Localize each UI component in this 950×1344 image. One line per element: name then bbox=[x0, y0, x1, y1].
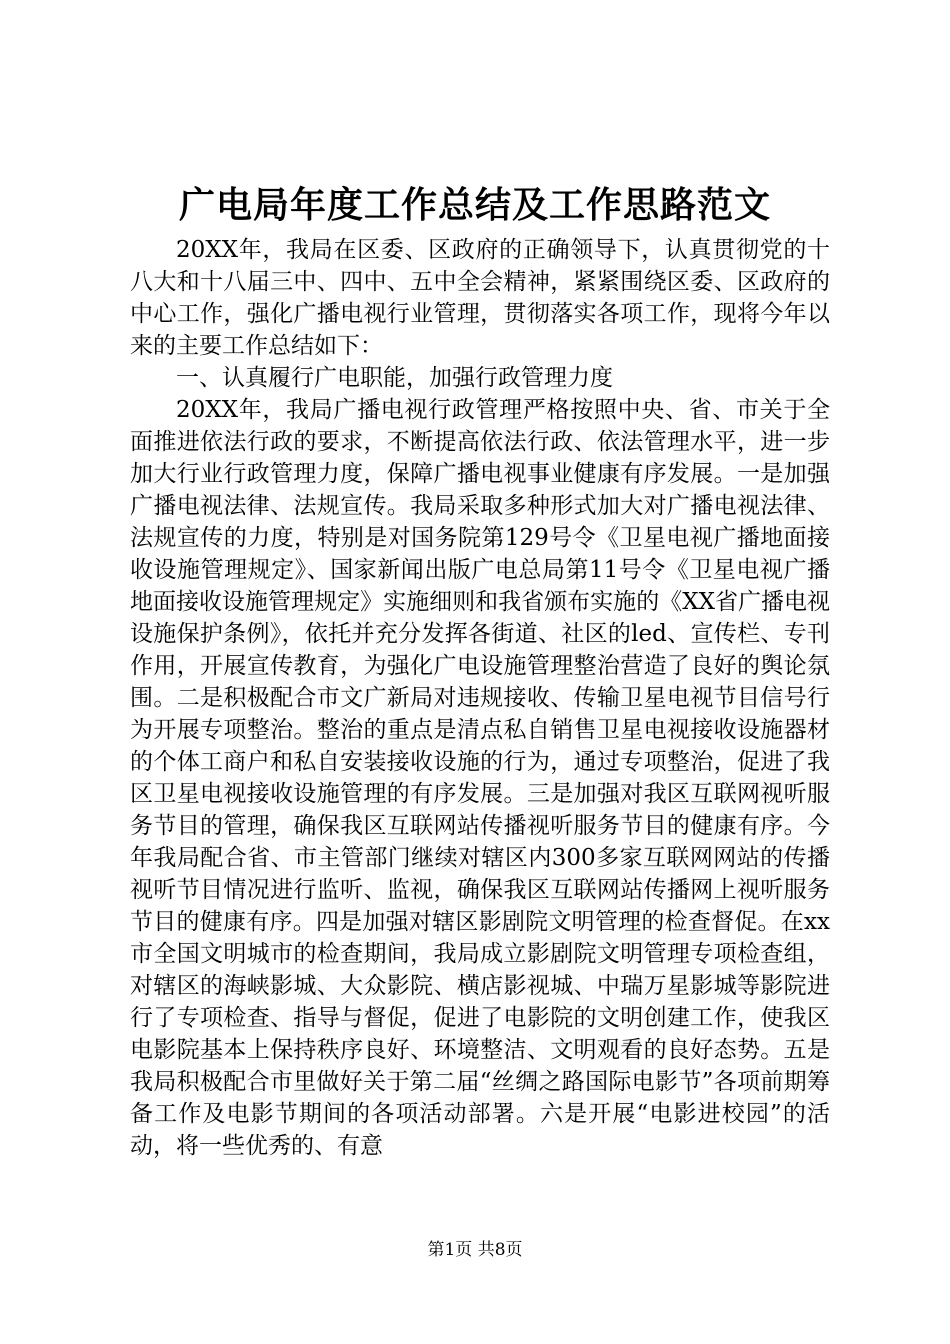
document-body bbox=[130, 234, 830, 1162]
document-title: 广电局年度工作总结及工作思路范文 bbox=[178, 184, 771, 226]
paragraph-intro: 20XX年，我局在区委、区政府的正确领导下，认真贯彻党的十八大和十八届三中、四中、五中全会精神，紧紧围绕区委、区政府的中心工作，强化广播电视行业管理，贯彻落实各项工作，现将今年以来的主要工作总结如下： bbox=[130, 237, 830, 359]
paragraph-section-1: 20XX年，我局广播电视行政管理严格按照中央、省、市关于全面推进依法行政的要求，不断提高依法行政、依法管理水平，进一步加大行业行政管理力度，保障广播电视事业健康有序发展。一是加强广播电视法律、法规宣传。我局采取多种形式加大对广播电视法律、法规宣传的力度，特别是对国务院第129号令《卫星电视广播地面接收设施管理规定》、国家新闻出版广电总局第11号令《卫星电视广播地面接收设施管理规定》实施细则和我省颁布实施的《XX省广播电视设施保护条例》，依托并充分发挥各街道、社区的led、宣传栏、专刊作用，开展宣传教育，为强化广电设施管理整治营造了良好的舆论氛围。二是积极配合市文广新局对违规接收、传输卫星电视节目信号行为开展专项整治。整治的重点是清点私自销售卫星电视接收设施器材的个体工商户和私自安装接收设施的行为，通过专项整治，促进了我区卫星电视接收设施管理的有序发展。三是加强对我区互联网视听服务节目的管理，确保我区互联网站传播视听服务节目的健康有序。今年我局配合省、市主管部门继续对辖区内300多家互联网网站的传播视听节目情况进行监听、监视，确保我区互联网站传播网上视听服务节目的健康有序。四是加强对辖区影剧院文明管理的检查督促。在xx市全国文明城市的检查期间，我局成立影剧院文明管理专项检查组，对辖区的海峡影城、大众影院、横店影视城、中瑞万星影城等影院进行了专项检查、指导与督促，促进了电影院的文明创建工作，使我区电影院基本上保持秩序良好、环境整洁、文明观看的良好态势。五是我局积极配合市里做好关于第二届“丝绸之路国际电影节”各项前期筹备工作及电影节期间的各项活动部署。六是开展“电影进校园”的活动，将一些优秀的、有意 bbox=[130, 397, 830, 1159]
page-footer: 第1页 共8页 bbox=[427, 1240, 523, 1260]
section-heading: 一、认真履行广电职能，加强行政管理力度 bbox=[176, 365, 613, 391]
